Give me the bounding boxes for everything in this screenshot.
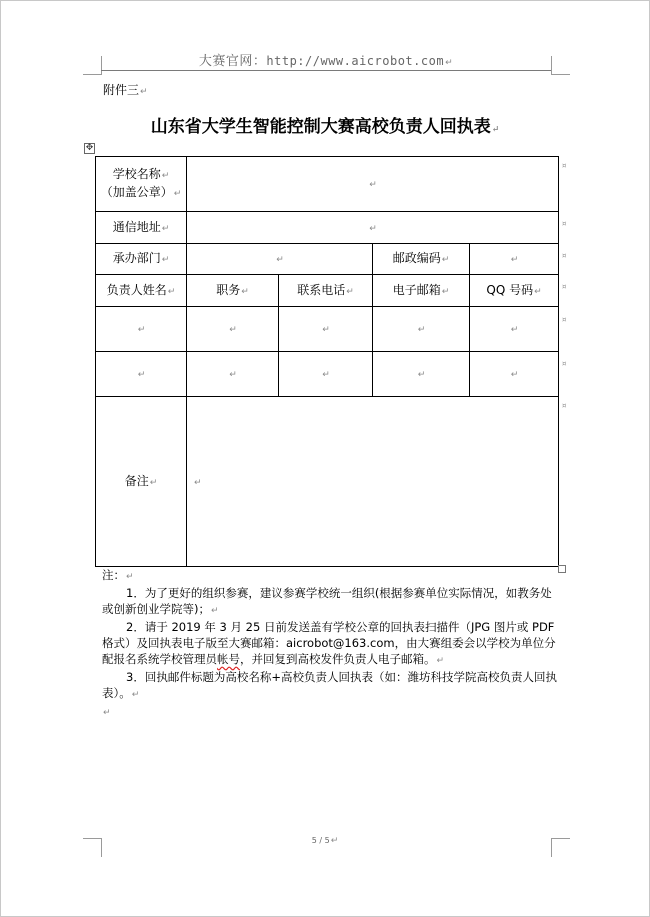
table-move-handle-icon[interactable]: ✥ xyxy=(85,143,94,153)
crop-mark-top-right xyxy=(551,56,570,75)
paragraph-mark: ↵ xyxy=(510,255,519,265)
col-header-qq: QQ 号码↵ xyxy=(470,275,559,307)
paragraph-mark: ↵ xyxy=(445,58,454,68)
paragraph-mark: ↵ xyxy=(194,477,202,488)
dept-cell[interactable] xyxy=(187,244,373,275)
page-header xyxy=(101,50,551,69)
entry-cell[interactable]: ↵ xyxy=(373,307,470,352)
note-item-2: 2．请于 2019 年 3 月 25 日前发送盖有学校公章的回执表扫描件（JPG 图片或 PDF 格式）及回执表电子版至大赛邮箱：aicrobot@163.com，由大赛组委会以学校为单位分配报名系统学校管理员帐号，并回复到高校发件负责人电子邮箱。↵ xyxy=(102,620,556,666)
col-header-position: 职务↵ xyxy=(187,275,279,307)
entry-cell[interactable]: ↵ xyxy=(187,352,279,397)
paragraph-mark: ↵ xyxy=(369,180,377,190)
postcode-cell[interactable] xyxy=(470,244,559,275)
receipt-form-table xyxy=(95,156,559,567)
entry-cell[interactable]: ↵ xyxy=(96,352,187,397)
row-end-mark: ¤ xyxy=(562,220,567,228)
remarks-label: 备注↵ xyxy=(96,397,187,567)
empty-paragraph: ↵ xyxy=(103,708,111,718)
table-row xyxy=(96,397,559,567)
table-row xyxy=(96,352,559,397)
table-resize-handle-icon[interactable] xyxy=(558,565,566,573)
postcode-label: 邮政编码↵ xyxy=(373,244,470,275)
entry-cell[interactable]: ↵ xyxy=(279,307,373,352)
paragraph-mark: ↵ xyxy=(491,125,500,135)
address-cell[interactable] xyxy=(187,212,559,244)
col-header-name: 负责人姓名↵ xyxy=(96,275,187,307)
row-end-mark: ¤ xyxy=(562,316,567,324)
note-item-3: 3．回执邮件标题为高校名称+高校负责人回执表（如：潍坊科技学院高校负责人回执表）。↵ xyxy=(102,670,557,700)
notes-heading: 注：↵ xyxy=(102,568,134,582)
entry-cell[interactable]: ↵ xyxy=(187,307,279,352)
attachment-text: 附件三 xyxy=(103,83,140,97)
row-end-mark: ¤ xyxy=(562,162,567,170)
school-name-cell[interactable] xyxy=(187,157,559,212)
dept-label: 承办部门↵ xyxy=(96,244,187,275)
entry-cell[interactable]: ↵ xyxy=(96,307,187,352)
entry-cell[interactable]: ↵ xyxy=(373,352,470,397)
school-name-label-line1: 学校名称↵ xyxy=(112,167,170,181)
table-row xyxy=(96,244,559,275)
table-row xyxy=(96,157,559,212)
header-rule xyxy=(101,70,551,71)
school-name-label-line2: （加盖公章）↵ xyxy=(100,185,182,199)
title-text: 山东省大学生智能控制大赛高校负责人回执表 xyxy=(150,117,491,137)
entry-cell[interactable]: ↵ xyxy=(470,307,559,352)
paragraph-mark: ↵ xyxy=(140,87,148,97)
paragraph-mark: ↵ xyxy=(369,223,377,234)
entry-cell[interactable]: ↵ xyxy=(279,352,373,397)
spelling-flag[interactable]: 帐号 xyxy=(217,652,240,666)
page-number: 5 / 5↵ xyxy=(311,836,339,846)
entry-cell[interactable]: ↵ xyxy=(470,352,559,397)
attachment-label xyxy=(103,81,148,98)
address-label: 通信地址↵ xyxy=(96,212,187,244)
row-end-mark: ¤ xyxy=(562,402,567,410)
table-row xyxy=(96,307,559,352)
header-label: 大赛官网： xyxy=(198,54,267,69)
table-row xyxy=(96,275,559,307)
paragraph-mark: ↵ xyxy=(276,255,284,265)
crop-mark-top-left xyxy=(83,56,102,75)
school-name-label xyxy=(96,157,187,212)
crop-mark-bottom-left xyxy=(83,838,102,857)
document-title xyxy=(90,112,560,137)
remarks-cell[interactable] xyxy=(187,397,559,567)
row-end-mark: ¤ xyxy=(562,360,567,368)
row-end-mark: ¤ xyxy=(562,252,567,260)
notes-section xyxy=(102,567,557,721)
row-end-mark: ¤ xyxy=(562,283,567,291)
crop-mark-bottom-right xyxy=(551,838,570,857)
table-row xyxy=(96,212,559,244)
note-item-1: 1．为了更好的组织参赛，建议参赛学校统一组织(根据参赛单位实际情况，如教务处或创新创业学院等)；↵ xyxy=(102,586,552,616)
header-url: http://www.aicrobot.com xyxy=(266,54,445,68)
col-header-email: 电子邮箱↵ xyxy=(373,275,470,307)
col-header-phone: 联系电话↵ xyxy=(279,275,373,307)
